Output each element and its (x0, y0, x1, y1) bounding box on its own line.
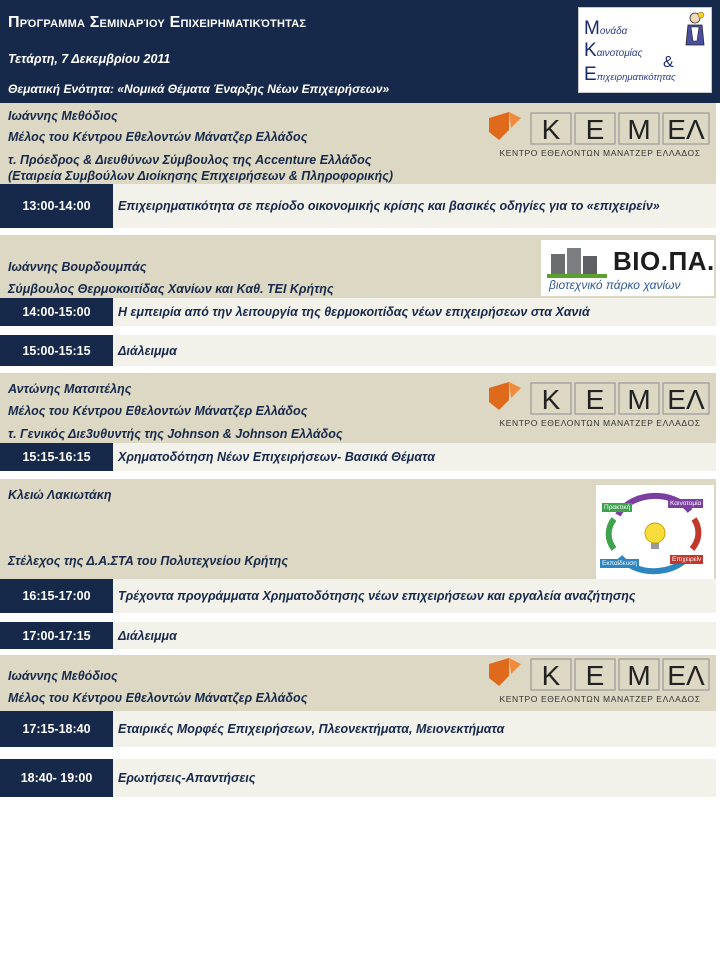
building-icon (547, 244, 607, 278)
speaker-role: τ. Γενικός Διε3υθυντής της Johnson & Johnson Ελλάδος (8, 427, 343, 441)
session-description: Η εμπειρία από την λειτουργία της θερμοκοιτίδας νέων επιχειρήσεων στα Χανιά (118, 305, 590, 319)
svg-text:Κ: Κ (541, 384, 561, 415)
svg-text:ΕΛ: ΕΛ (667, 114, 705, 145)
schedule-row (0, 711, 716, 747)
header-banner (0, 0, 720, 103)
schedule-row (0, 335, 716, 366)
schedule-row (0, 579, 716, 613)
event-date: Τετάρτη, 7 Δεκεμβρίου 2011 (8, 52, 171, 66)
svg-text:ΕΛ: ΕΛ (667, 384, 705, 415)
speaker-name: Ιωάννης Μεθόδιος (8, 669, 118, 683)
session-time: 15:00-15:15 (0, 335, 113, 366)
svg-text:Μ: Μ (627, 114, 651, 145)
session-description: Εταιρικές Μορφές Επιχειρήσεων, Πλεονεκτήματα, Μειονεκτήματα (118, 722, 505, 736)
session-time: 18:40- 19:00 (0, 759, 113, 797)
theme-line: Θεματική Ενότητα: «Νομικά Θέματα Έναρξης Νέων Επιχειρήσεων» (8, 82, 390, 96)
divider (0, 366, 716, 373)
session-description: Επιχειρηματικότητα σε περίοδο οικονομικής κρίσης και βασικές οδηγίες για το «επιχειρείν» (118, 199, 660, 213)
session-time: 16:15-17:00 (0, 579, 113, 613)
speaker-role: τ. Πρόεδρος & Διευθύνων Σύμβουλος της Accenture Ελλάδος (8, 153, 372, 167)
session-time: 13:00-14:00 (0, 184, 113, 228)
schedule-row (0, 443, 716, 471)
session-description: Τρέχοντα προγράμματα Χρηματοδότησης νέων επιχειρήσεων και εργαλεία αναζήτησης (118, 589, 636, 603)
page-title: Πρόγραμμα Σεμιναρίου Επιχειρηματικότητας (8, 14, 307, 31)
svg-text:ΕΛ: ΕΛ (667, 660, 705, 691)
speaker-name: Αντώνης Ματσιτέλης (8, 382, 132, 396)
speaker-name: Ιωάννης Μεθόδιος (8, 109, 118, 123)
session-description: Διάλειμμα (118, 628, 177, 643)
schedule-row (0, 622, 716, 649)
cycle-label: Εκπαίδευση (602, 560, 637, 567)
schedule-row (0, 298, 716, 326)
svg-text:Ε: Ε (585, 384, 605, 415)
cycle-logo (596, 485, 714, 581)
speaker-role: Μέλος του Κέντρου Εθελοντών Μάνατζερ Ελλάδος (8, 691, 308, 705)
kemel-logo: Κ Ε Μ ΕΛ ΚΕΝΤΡΟ ΕΘΕΛΟΝΤΩΝ ΜΑΝΑΤΖΕΡ ΕΛΛΑΔΟΣ (487, 656, 713, 708)
speaker-name: Κλειώ Λακιωτάκη (8, 488, 112, 502)
session-description: Διάλειμμα (118, 343, 177, 358)
session-description: Ερωτήσεις-Απαντήσεις (118, 771, 256, 785)
session-time: 14:00-15:00 (0, 298, 113, 326)
biopa-logo: ΒΙΟ.ΠΑ. βιοτεχνικό πάρκο χανίων (541, 240, 714, 296)
divider (0, 747, 716, 759)
svg-text:Μ: Μ (627, 384, 651, 415)
schedule-row (0, 759, 716, 797)
speaker-role: Μέλος του Κέντρου Εθελοντών Μάνατζερ Ελλάδος (8, 404, 308, 418)
session-time: 15:15-16:15 (0, 443, 113, 471)
mke-logo: Μονάδα Καινοτομίας & Επιχειρηματικότητας (578, 7, 712, 93)
speaker-role: (Εταιρεία Συμβούλων Διοίκησης Επιχειρήσεων & Πληροφορικής) (8, 169, 394, 183)
kemel-logo: Κ Ε Μ ΕΛ ΚΕΝΤΡΟ ΕΘΕΛΟΝΤΩΝ ΜΑΝΑΤΖΕΡ ΕΛΛΑΔΟΣ (487, 380, 713, 432)
session-time: 17:00-17:15 (0, 622, 113, 649)
speaker-name: Ιωάννης Βουρδουμπάς (8, 260, 147, 274)
session-description: Χρηματοδότηση Νέων Επιχειρήσεων- Βασικά Θέματα (118, 450, 435, 464)
speaker-role: Σύμβουλος Θερμοκοιτίδας Χανίων και Καθ. ΤΕΙ Κρήτης (8, 282, 334, 296)
cycle-label: Επιχειρείν (672, 556, 702, 563)
svg-text:Μ: Μ (627, 660, 651, 691)
divider (0, 613, 716, 622)
svg-text:Κ: Κ (541, 114, 561, 145)
mascot-icon (683, 11, 707, 51)
kemel-logo: Κ Ε Μ ΕΛ ΚΕΝΤΡΟ ΕΘΕΛΟΝΤΩΝ ΜΑΝΑΤΖΕΡ ΕΛΛΑΔΟΣ (487, 110, 713, 162)
speaker-role: Στέλεχος της Δ.Α.ΣΤΑ του Πολυτεχνείου Κρήτης (8, 554, 288, 568)
svg-text:Ε: Ε (585, 114, 605, 145)
cycle-label: Πρακτική (604, 504, 631, 511)
divider (0, 228, 716, 235)
speaker-role: Μέλος του Κέντρου Εθελοντών Μάνατζερ Ελλάδος (8, 130, 308, 144)
divider (0, 326, 716, 335)
divider (0, 471, 716, 479)
svg-text:Κ: Κ (541, 660, 561, 691)
svg-text:Ε: Ε (585, 660, 605, 691)
session-time: 17:15-18:40 (0, 711, 113, 747)
cycle-label: Καινοτομία (670, 500, 702, 507)
schedule-row (0, 184, 716, 228)
